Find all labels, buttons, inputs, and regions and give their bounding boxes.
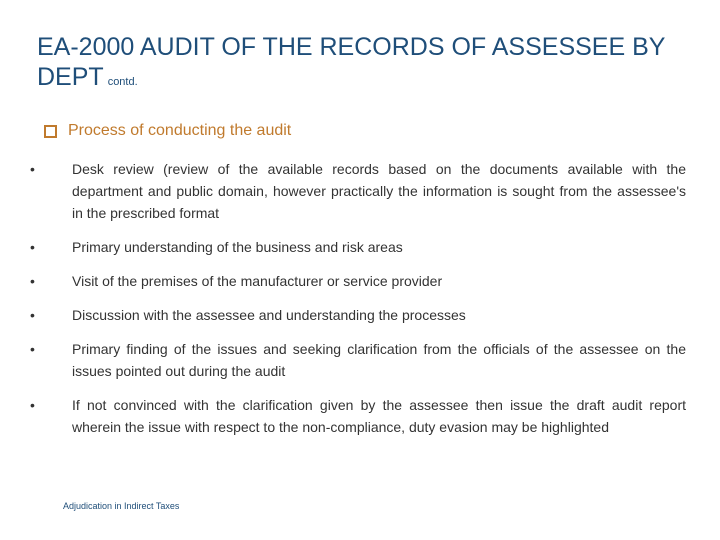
list-item-text: Visit of the premises of the manufacturer or service provider bbox=[72, 273, 443, 289]
slide-footer: Adjudication in Indirect Taxes bbox=[63, 501, 180, 511]
bullet-icon: • bbox=[30, 161, 35, 177]
checkbox-square-icon bbox=[44, 125, 57, 138]
list-item bbox=[30, 270, 686, 292]
list-item bbox=[30, 158, 686, 224]
title-contd-label: contd. bbox=[107, 76, 138, 88]
list-item bbox=[30, 304, 686, 326]
list-item bbox=[30, 236, 686, 258]
list-item bbox=[30, 394, 686, 438]
bullet-icon: • bbox=[30, 239, 35, 255]
list-item-text: Primary understanding of the business and risk areas bbox=[72, 239, 403, 255]
list-item-text: Primary finding of the issues and seeking clarification from the officials of the assessee on the issues pointed out during the audit bbox=[72, 341, 686, 379]
process-list bbox=[30, 158, 686, 450]
list-item-text: If not convinced with the clarification given by the assessee then issue the draft audit report wherein the issue with respect to the non-compliance, duty evasion may be highlighted bbox=[72, 397, 686, 435]
bullet-icon: • bbox=[30, 397, 35, 413]
slide-title-text: EA-2000 AUDIT OF THE RECORDS OF ASSESSEE BY DEPT bbox=[37, 33, 665, 91]
bullet-icon: • bbox=[30, 341, 35, 357]
bullet-icon: • bbox=[30, 273, 35, 289]
list-item bbox=[30, 338, 686, 382]
slide-title bbox=[37, 32, 677, 97]
list-item-text: Discussion with the assessee and understanding the processes bbox=[72, 307, 466, 323]
section-heading bbox=[44, 122, 291, 140]
section-heading-text: Process of conducting the audit bbox=[68, 122, 292, 139]
bullet-icon: • bbox=[30, 307, 35, 323]
list-item-text: Desk review (review of the available records based on the documents available with the department and public domain, however practically the information is sought from the assessee's in the prescribed format bbox=[72, 161, 686, 221]
